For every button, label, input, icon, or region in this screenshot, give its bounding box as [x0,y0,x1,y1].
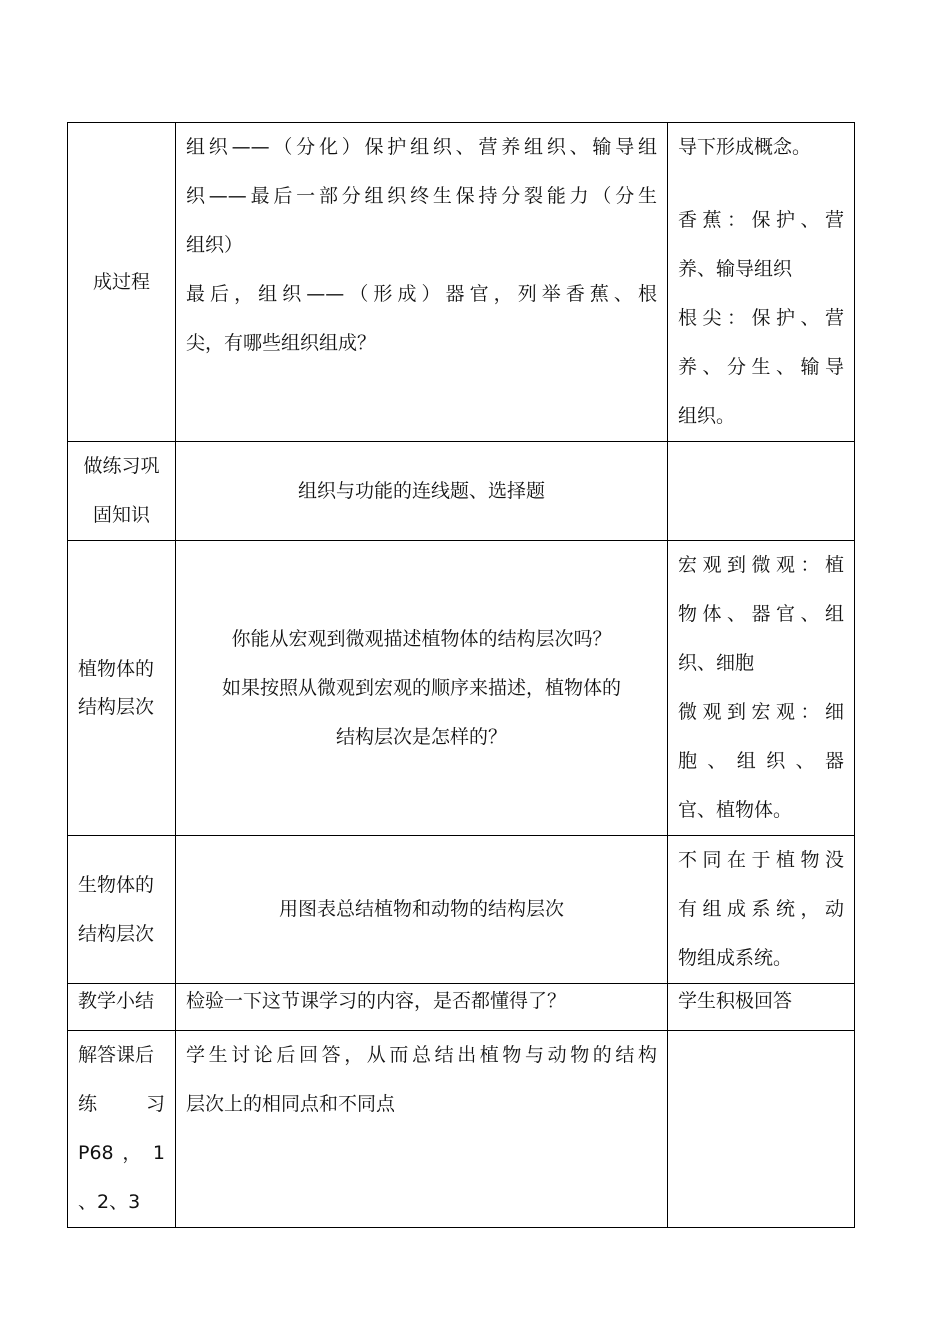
activity-cell [176,836,668,984]
stage-label: 成过程 [92,270,150,293]
stage-label: 植物体的 [78,658,155,680]
activity-line: 学生讨论后回答，从而总结出植物与动物的结构 [186,1044,657,1066]
table-row [68,442,855,541]
spacer [678,172,844,196]
stage-label: 固知识 [92,504,150,526]
table-row [68,836,855,984]
student-cell [668,1031,855,1228]
student-line: 香蕉：保护、营 [678,209,844,231]
stage-label: 、2、3 [78,1191,141,1213]
stage-cell [68,1031,176,1228]
student-line: 物组成系统。 [678,947,793,969]
activity-line: 如果按照从微观到宏观的顺序来描述，植物体的 [221,676,621,699]
student-cell [668,123,855,442]
student-line: 养、输导组织 [678,258,793,280]
lesson-plan-table [67,122,855,1228]
activity-line: 织——最后一部分组织终生保持分裂能力（分生 [186,185,657,207]
activity-line: 组织） [186,234,244,256]
activity-line: 尖，有哪些组织组成？ [186,332,377,354]
activity-line: 结构层次是怎样的？ [335,725,507,748]
student-line: 胞、组织、器 [678,750,844,772]
activity-line: 组织——（分化）保护组织、营养组织、输导组 [186,136,657,158]
stage-label: 生物体的 [78,873,155,896]
activity-line: 你能从宏观到微观描述植物体的结构层次吗？ [231,627,612,650]
stage-label: 教学小结 [78,990,155,1012]
student-cell [668,541,855,836]
activity-cell [176,541,668,836]
stage-label: 结构层次 [78,696,155,718]
stage-cell [68,541,176,836]
student-cell [668,984,855,1031]
stage-cell [68,123,176,442]
student-line: 组织。 [678,405,736,427]
activity-cell [176,123,668,442]
student-cell [668,442,855,541]
student-line: 织、细胞 [678,652,755,674]
student-line: 养、分生、输导 [678,356,844,378]
activity-line: 用图表总结植物和动物的结构层次 [278,898,564,920]
student-line: 官、植物体。 [678,799,793,821]
student-line: 微观到宏观：细 [678,701,844,723]
stage-cell [68,442,176,541]
student-line: 导下形成概念。 [678,136,812,158]
stage-label: 做练习巩 [83,455,160,477]
activity-cell [176,1031,668,1228]
table-row [68,123,855,442]
activity-line: 最后，组织——（形成）器官，列举香蕉、根 [186,283,657,305]
activity-cell [176,442,668,541]
student-cell [668,836,855,984]
table-row [68,1031,855,1228]
activity-line: 检验一下这节课学习的内容，是否都懂得了？ [186,990,567,1012]
stage-label: 解答课后 [78,1044,155,1066]
activity-line: 层次上的相同点和不同点 [186,1093,396,1115]
stage-cell [68,836,176,984]
table-row [68,541,855,836]
stage-label: 结构层次 [78,922,155,945]
student-line: 有组成系统，动 [678,898,844,920]
student-line: 学生积极回答 [678,990,793,1012]
student-line: 不同在于植物没 [678,849,844,871]
student-line: 根尖：保护、营 [678,307,844,329]
student-line: 物体、器官、组 [678,603,844,625]
table-row [68,984,855,1031]
activity-cell [176,984,668,1031]
stage-cell [68,984,176,1031]
stage-label: P68 ， 1 [78,1142,165,1164]
stage-label: 练 习 [78,1093,165,1115]
activity-line: 组织与功能的连线题、选择题 [297,479,545,502]
student-line: 宏观到微观：植 [678,554,844,576]
